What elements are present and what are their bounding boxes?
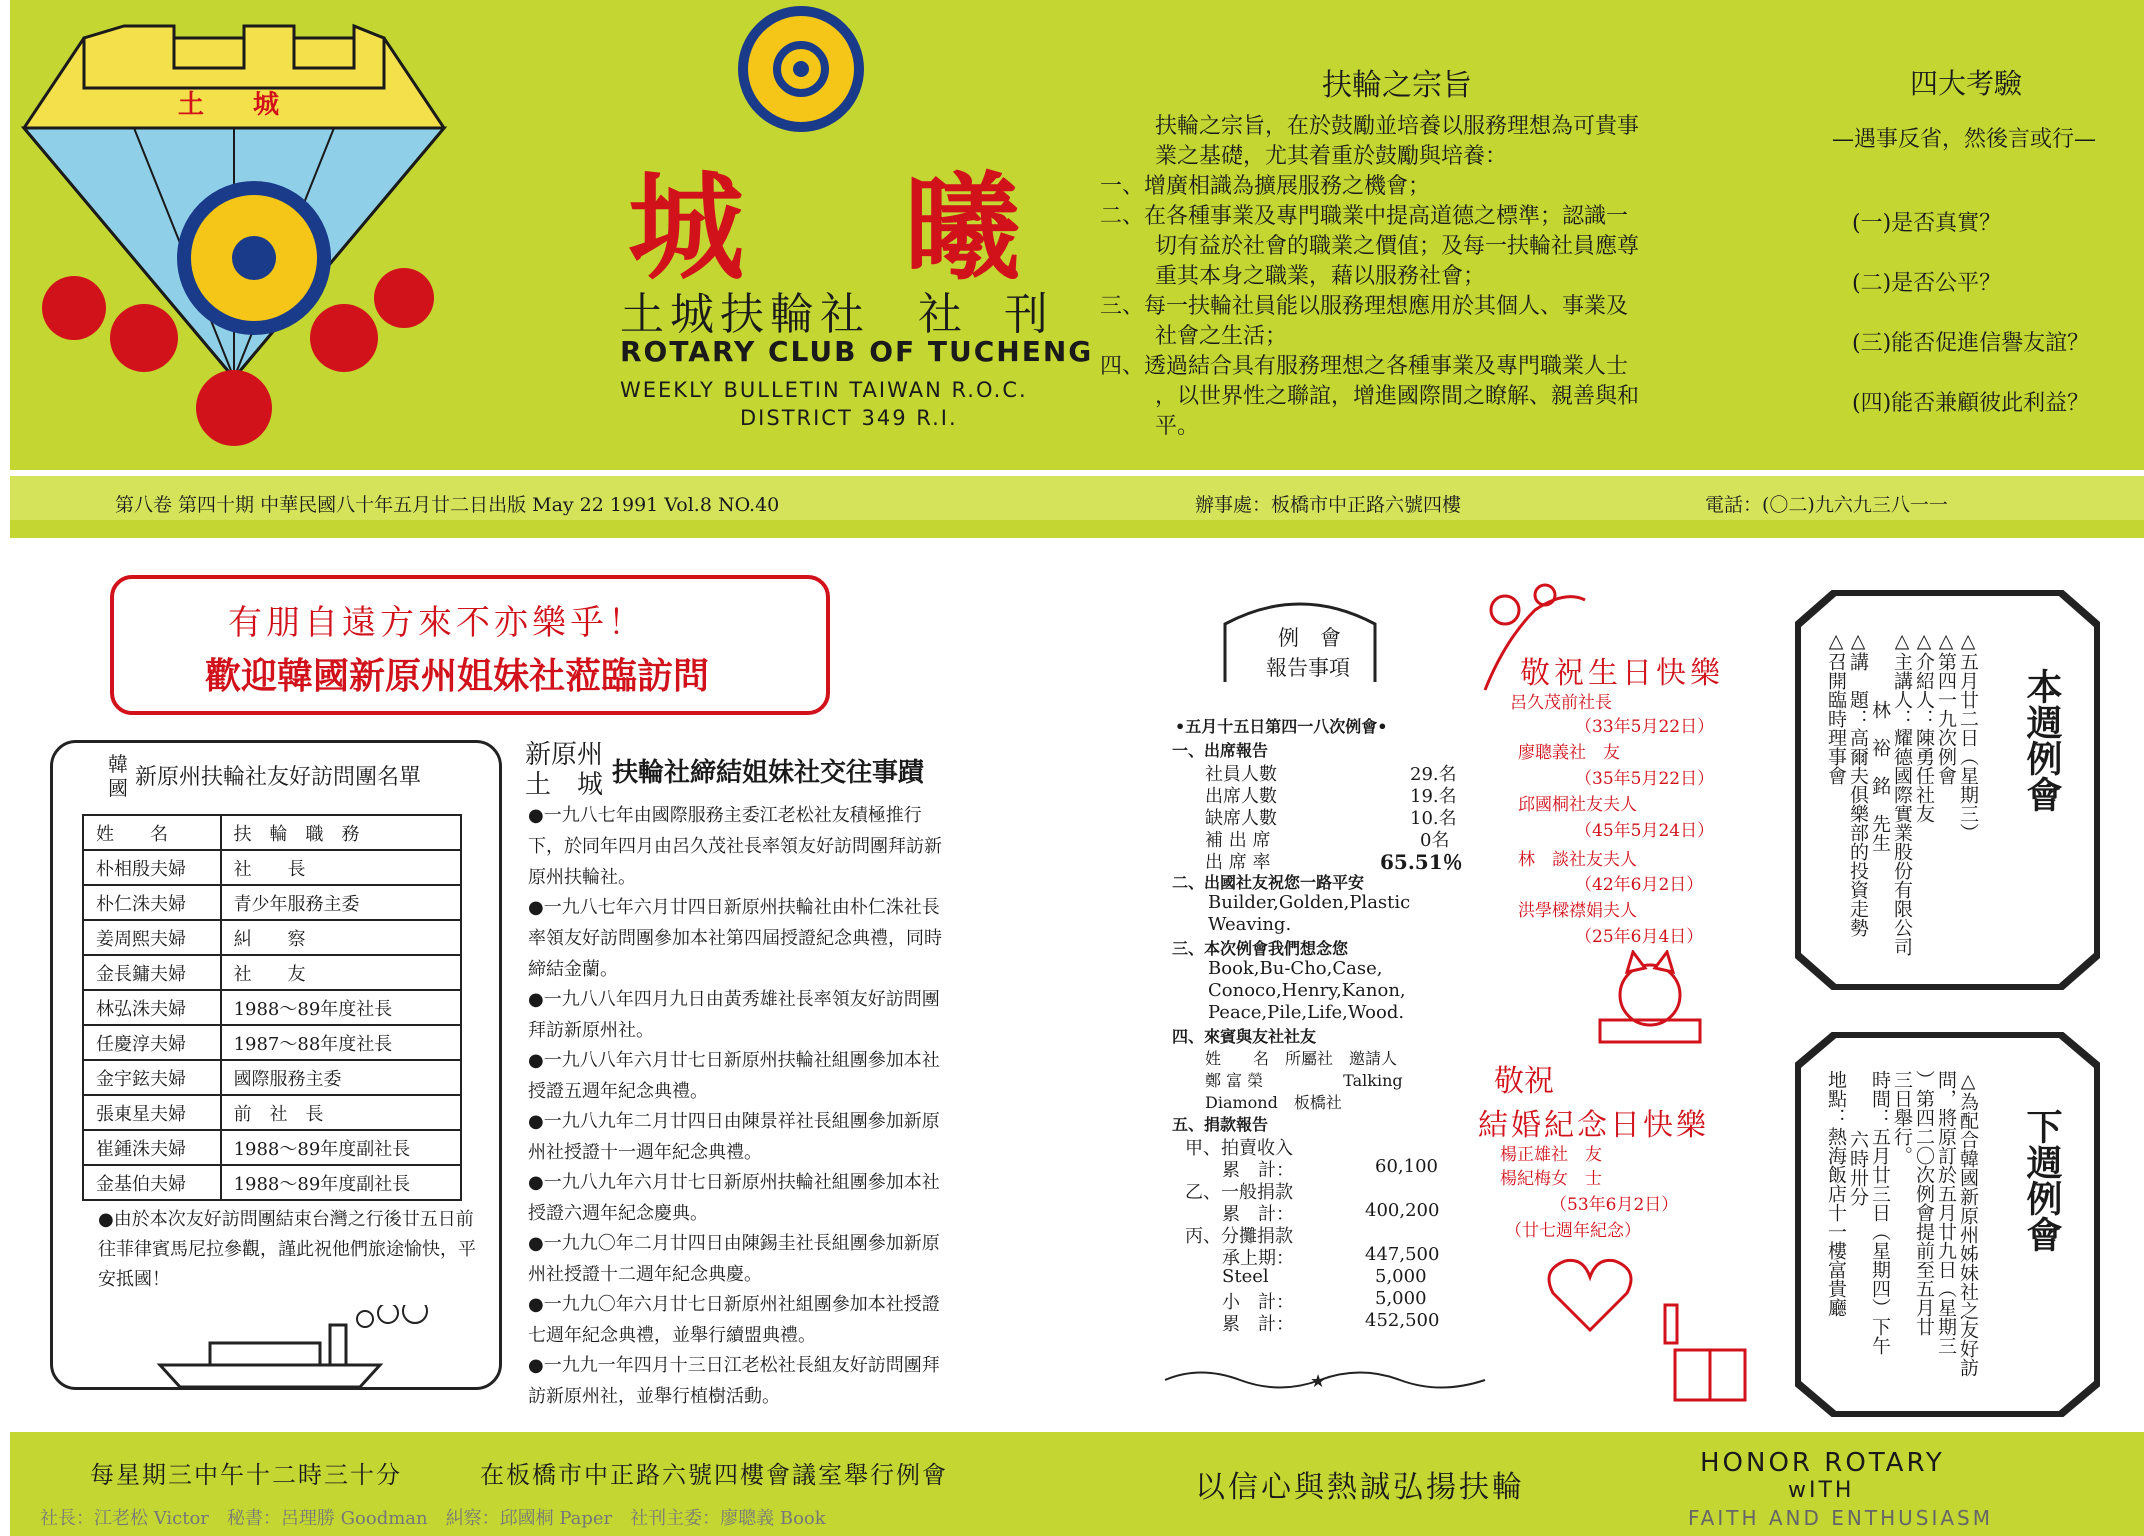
this-week-line: △介紹人：陳勇任社友 [1913, 630, 1935, 823]
motto-en-3: FAITH AND ENTHUSIASM [1688, 1506, 1993, 1530]
four-way-test-subtitle: —遇事反省，然後言或行— [1832, 127, 2097, 152]
ship-illustration [150, 1305, 450, 1395]
donation-value: 60,100 [1375, 1156, 1438, 1177]
member-name: 姜周熙夫婦 [83, 920, 221, 955]
member-role: 國際服務主委 [221, 1060, 461, 1095]
birthday-name: 呂久茂前社長 [1510, 693, 1612, 713]
roster-title-country: 韓 國 [108, 752, 128, 800]
birthday-title: 敬祝生日快樂 [1520, 656, 1724, 691]
donation-label: 累 計： [1222, 1204, 1294, 1225]
birthday-date: （33年5月22日） [1575, 717, 1715, 737]
history-item: ●一九八九年二月廿四日由陳景祥社長組團參加新原州社授證十一週年紀念典禮。 [528, 1111, 940, 1163]
welcome-headline: 歡迎韓國新原州姐妹社蒞臨訪問 [205, 655, 710, 697]
history-item: ●一九八九年六月廿七日新原州扶輪社組團參加本社授證六週年紀念慶典。 [528, 1172, 940, 1224]
next-week-line: 時間：五月廿三日（星期四）下午 [1869, 1070, 1891, 1355]
table-row [83, 920, 461, 955]
bulletin-title: 城 曦 [628, 160, 1081, 296]
member-name: 金宇鉉夫婦 [83, 1060, 221, 1095]
attendance-value: 29.名 [1410, 764, 1457, 785]
birthday-name: 廖聰義社 友 [1518, 743, 1620, 763]
member-role: 社 友 [221, 955, 461, 990]
this-week-line: △講 題：高爾夫俱樂部的投資走勢 [1847, 630, 1869, 937]
meeting-heading: •五月十五日第四一八次例會• [1175, 717, 1388, 736]
table-row [83, 990, 461, 1025]
attendance-value: 65.51％ [1380, 850, 1463, 874]
birthday-date: （35年5月22日） [1575, 769, 1715, 789]
office-address: 辦事處：板橋市中正路六號四樓 [1195, 494, 1462, 516]
office-phone: 電話：(〇二)九六九三八一一 [1705, 494, 1948, 516]
attendance-value: 10.名 [1410, 808, 1457, 829]
anniversary-name: 楊紀梅女 士 [1500, 1169, 1602, 1189]
four-way-test-item: (三)能否促進信譽友誼？ [1852, 331, 2090, 356]
next-week-line: 問，將原訂於五月廿九日（星期三 [1935, 1070, 1957, 1355]
meeting-place: 在板橋市中正路六號四樓會議室舉行例會 [480, 1461, 948, 1489]
column-header-name: 姓 名 [83, 815, 221, 850]
donation-label: 累 計： [1222, 1314, 1294, 1335]
kissing-couple-icon [1545, 1255, 1635, 1335]
member-name: 朴仁洙夫婦 [83, 885, 221, 920]
report-title-1: 例 會 [1278, 626, 1341, 650]
column-header-role: 扶 輪 職 務 [221, 815, 461, 850]
issue-info: 第八卷 第四十期 中華民國八十年五月廿二日出版 May 22 1991 Vol.8 NO.40 [115, 494, 780, 516]
anniversary-years: （廿七週年紀念） [1505, 1221, 1641, 1241]
cat-with-cake-icon [1595, 950, 1705, 1050]
guest-row: Diamond 板橋社 [1205, 1093, 1342, 1112]
roster-table [82, 814, 462, 1201]
next-week-line: 地點：熱海飯店十一樓富貴廳 [1825, 1070, 1847, 1317]
officers-line: 社長：江老松 Victor 秘書：呂理勝 Goodman 糾察：邱國桐 Paper 社刊主委：廖聰義 Book [40, 1508, 826, 1529]
member-role: 糾 察 [221, 920, 461, 955]
donation-label: Steel [1222, 1266, 1269, 1287]
attendance-value: 0名 [1420, 830, 1450, 851]
purpose-line: 業之基礎，尤其着重於鼓勵與培養： [1155, 144, 1508, 169]
member-name: 崔鍾洙夫婦 [83, 1130, 221, 1165]
member-name: 任慶淳夫婦 [83, 1025, 221, 1060]
rotary-emblem-icon [738, 6, 864, 132]
donation-value: 5,000 [1375, 1266, 1427, 1287]
attendance-value: 19.名 [1410, 786, 1457, 807]
donation-label: 累 計： [1222, 1160, 1294, 1181]
birthday-name: 林 談社友夫人 [1518, 850, 1637, 870]
this-week-title: 本週例會 [2021, 668, 2063, 812]
club-name-en: ROTARY CLUB OF TUCHENG [620, 335, 1094, 368]
donation-value: 452,500 [1365, 1310, 1440, 1331]
table-row [83, 1095, 461, 1130]
welcome-quote: 有朋自遠方來不亦樂乎！ [228, 603, 646, 643]
birthday-date: （45年5月24日） [1575, 821, 1715, 841]
this-week-line: △五月廿二日（星期三） [1957, 630, 1979, 842]
purpose-line: ，以世界性之聯誼，增進國際間之瞭解、親善與和 [1155, 384, 1640, 409]
section-attendance: 一、出席報告 [1172, 741, 1269, 760]
abroad-members: Builder,Golden,Plastic Weaving. [1208, 892, 1411, 935]
table-row [83, 1130, 461, 1165]
donation-value: 447,500 [1365, 1244, 1440, 1265]
history-item: ●一九八八年四月九日由黃秀雄社長率領友好訪問團拜訪新原州社。 [528, 989, 940, 1041]
member-name: 金基伯夫婦 [83, 1165, 221, 1200]
purpose-line: 平。 [1155, 414, 1200, 439]
birthday-date: （42年6月2日） [1575, 875, 1704, 895]
history-item: ●一九八八年六月廿七日新原州扶輪社組團參加本社授證五週年紀念典禮。 [528, 1050, 940, 1102]
missed-members: Book,Bu-Cho,Case, Conoco,Henry,Kanon, Peace,Pile,Life,Wood. [1208, 958, 1406, 1023]
four-way-test-item: (二)是否公平？ [1852, 271, 2002, 296]
donation-label: 承上期： [1222, 1248, 1294, 1269]
table-header-row [83, 815, 461, 850]
four-way-test-title: 四大考驗 [1910, 67, 2023, 100]
meeting-time: 每星期三中午十二時三十分 [90, 1461, 402, 1489]
divider-band [10, 520, 2144, 538]
purpose-line: 二、在各種事業及專門職業中提高道德之標準；認識一 [1100, 204, 1629, 229]
section-guests: 四、來賓與友社社友 [1172, 1027, 1317, 1046]
attendance-label: 缺席人數 [1205, 808, 1277, 829]
next-week-line: 三日舉行。 [1891, 1070, 1913, 1165]
purpose-line: 一、增廣相識為擴展服務之機會； [1100, 174, 1431, 199]
history-item: ●一九八七年由國際服務主委江老松社友積極推行下，於同年四月由呂久茂社長率領友好訪問團拜訪新原州扶輪社。 [528, 805, 942, 888]
donation-value: 5,000 [1375, 1288, 1427, 1309]
bulletin-label: 社 刊 [918, 289, 1062, 340]
anniversary-date: （53年6月2日） [1550, 1195, 1679, 1215]
anniversary-title-2: 結婚紀念日快樂 [1478, 1108, 1709, 1143]
member-name: 金長鏞夫婦 [83, 955, 221, 990]
decorative-border [1160, 1365, 1490, 1395]
donation-general: 乙、一般捐款 [1185, 1182, 1293, 1203]
table-row [83, 1165, 461, 1200]
attendance-label: 社員人數 [1205, 764, 1277, 785]
member-role: 前 社 長 [221, 1095, 461, 1130]
member-name: 朴相殷夫婦 [83, 850, 221, 885]
donation-label: 小 計： [1222, 1292, 1294, 1313]
donation-value: 400,200 [1365, 1200, 1440, 1221]
next-week-line: ）第四二〇次例會提前至五月廿 [1913, 1070, 1935, 1336]
gift-candle-icon [1655, 1300, 1765, 1410]
logo-text: 土 城 [178, 90, 300, 120]
member-name: 張東星夫婦 [83, 1095, 221, 1130]
this-week-line: △主講人：耀德國際實業股份有限公司 [1891, 630, 1913, 956]
table-row [83, 955, 461, 990]
table-row [83, 885, 461, 920]
guest-header: 姓 名 所屬社 邀請人 [1205, 1049, 1398, 1068]
guest-row: 鄭 富 榮 Talking [1205, 1071, 1403, 1090]
attendance-label: 出席人數 [1205, 786, 1277, 807]
anniversary-name: 楊正雄社 友 [1500, 1145, 1602, 1165]
table-row [83, 1025, 461, 1060]
purpose-line: 切有益於社會的職業之價值；及每一扶輪社員應尊 [1155, 234, 1640, 259]
next-week-line: △為配合韓國新原州姊妹社之友好訪 [1957, 1070, 1979, 1377]
table-row [83, 1060, 461, 1095]
anniversary-title-1: 敬祝 [1494, 1064, 1554, 1099]
club-name-zh: 土城扶輪社 [620, 289, 870, 340]
history-item: ●一九九〇年二月廿四日由陳錫圭社長組團參加新原州社授證十二週年紀念典慶。 [528, 1233, 940, 1285]
birthday-name: 邱國桐社友夫人 [1518, 795, 1637, 815]
attendance-label: 補 出 席 [1205, 830, 1271, 851]
history-item: ●一九九一年四月十三日江老松社長組友好訪問團拜訪新原州社，並舉行植樹活動。 [528, 1355, 940, 1407]
this-week-line: △第四一九次例會 [1935, 630, 1957, 785]
district-line: DISTRICT 349 R.I. [740, 406, 958, 430]
history-heading: 扶輪社締結姐妹社交往事蹟 [612, 758, 925, 788]
next-week-line: 六時卅分 [1847, 1130, 1869, 1206]
weekly-bulletin-line: WEEKLY BULLETIN TAIWAN R.O.C. [620, 378, 1028, 402]
four-way-test-item: (四)能否兼顧彼此利益？ [1852, 391, 2090, 416]
this-week-line: 林 裕 銘 先生 [1869, 700, 1891, 852]
club-motto: 以信心與熱誠弘揚扶輪 [1195, 1470, 1525, 1505]
purpose-line: 三、每一扶輪社員能以服務理想應用於其個人、事業及 [1100, 294, 1629, 319]
four-way-test-item: (一)是否真實？ [1852, 211, 2002, 236]
motto-en-1: HONOR ROTARY [1700, 1448, 1945, 1478]
next-week-title: 下週例會 [2021, 1108, 2063, 1252]
attendance-label: 出 席 率 [1205, 852, 1271, 873]
history-item: ●一九八七年六月廿四日新原州扶輪社由朴仁洙社長率領友好訪問團參加本社第四屆授證紀念典禮，同時締結金蘭。 [528, 897, 942, 980]
purpose-line: 社會之生活； [1155, 324, 1288, 349]
table-row [83, 850, 461, 885]
member-role: 青少年服務主委 [221, 885, 461, 920]
member-role: 1988～89年度社長 [221, 990, 461, 1025]
birthday-date: （25年6月4日） [1575, 927, 1704, 947]
roster-note: ●由於本次友好訪問團結束台灣之行後廿五日前往菲律賓馬尼拉參觀，謹此祝他們旅途愉快，平安抵國！ [98, 1209, 476, 1290]
purpose-line: 扶輪之宗旨，在於鼓勵並培養以服務理想為可貴事 [1155, 114, 1640, 139]
section-missed: 三、本次例會我們想念您 [1172, 939, 1349, 958]
svg-text:★: ★ [1310, 1371, 1327, 1392]
section-abroad: 二、出國社友祝您一路平安 [1172, 873, 1365, 892]
purpose-title: 扶輪之宗旨 [1322, 68, 1472, 103]
donation-shared: 丙、分攤捐款 [1185, 1226, 1293, 1247]
member-name: 林弘洙夫婦 [83, 990, 221, 1025]
member-role: 1987～88年度社長 [221, 1025, 461, 1060]
purpose-line: 四、透過結合具有服務理想之各種事業及專門職業人士 [1100, 354, 1629, 379]
this-week-line: △召開臨時理事會 [1825, 630, 1847, 785]
birthday-name: 洪學樑襟娟夫人 [1518, 901, 1637, 921]
roster-title: 新原州扶輪社友好訪問團名單 [135, 765, 422, 790]
section-donations: 五、捐款報告 [1172, 1115, 1269, 1134]
purpose-line: 重其本身之職業，藉以服務社會； [1155, 264, 1486, 289]
donation-auction: 甲、拍賣收入 [1185, 1138, 1293, 1159]
history-item: ●一九九〇年六月廿七日新原州社組團參加本社授證七週年紀念典禮，並舉行續盟典禮。 [528, 1294, 940, 1346]
member-role: 1988～89年度副社長 [221, 1130, 461, 1165]
diamond-logo [14, 8, 454, 448]
report-title-2: 報告事項 [1266, 656, 1350, 680]
member-role: 1988～89年度副社長 [221, 1165, 461, 1200]
history-heading-places: 新原州 土 城 [525, 740, 604, 800]
member-role: 社 長 [221, 850, 461, 885]
motto-en-2: wITH [1788, 1478, 1855, 1503]
